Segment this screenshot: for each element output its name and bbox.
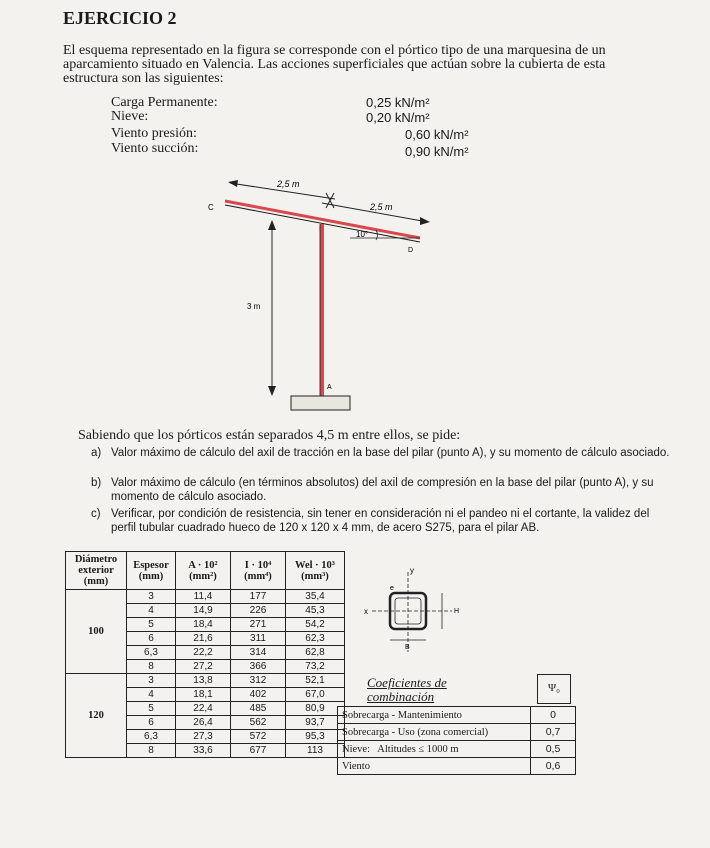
comb-label: Sobrecarga - Uso (zona comercial) bbox=[338, 724, 531, 741]
angle-label: 10° bbox=[356, 230, 369, 239]
cell: 45,3 bbox=[286, 604, 345, 618]
load-value-snow: 0,20 kN/m² bbox=[366, 110, 430, 125]
load-value-wind-suction: 0,90 kN/m² bbox=[405, 144, 469, 159]
load-label-snow: Nieve: bbox=[111, 109, 149, 124]
item-text: Valor máximo de cálculo (en términos absolutos) del axil de compresión en la base del pilar (punto A), y su momento de cálculo asociado. bbox=[111, 477, 654, 503]
cell: 6 bbox=[127, 632, 176, 646]
cell: 113 bbox=[286, 744, 345, 758]
axis-y-label: y bbox=[410, 566, 414, 575]
angle-arc bbox=[376, 230, 378, 240]
cell: 73,2 bbox=[286, 660, 345, 674]
cell: 8 bbox=[127, 660, 176, 674]
cell: 572 bbox=[231, 730, 286, 744]
table-row bbox=[338, 741, 576, 758]
cell: 93,7 bbox=[286, 716, 345, 730]
load-label-permanent: Carga Permanente: bbox=[111, 95, 218, 110]
cell: 314 bbox=[231, 646, 286, 660]
cell: 26,4 bbox=[176, 716, 231, 730]
load-value-permanent: 0,25 kN/m² bbox=[366, 95, 430, 110]
col-header-modulus: Wel · 10³ (mm³) bbox=[286, 552, 345, 590]
item-letter: b) bbox=[91, 477, 102, 489]
comb-value: 0 bbox=[531, 707, 576, 724]
load-value-wind-pressure: 0,60 kN/m² bbox=[405, 127, 469, 142]
cell: 4 bbox=[127, 604, 176, 618]
comb-label: Viento bbox=[338, 758, 531, 775]
cell: 54,2 bbox=[286, 618, 345, 632]
cell: 95,3 bbox=[286, 730, 345, 744]
portal-frame-diagram bbox=[190, 170, 440, 415]
combination-table bbox=[337, 706, 576, 775]
col-header-area: A · 10² (mm²) bbox=[176, 552, 231, 590]
load-label-wind-suction: Viento succión: bbox=[111, 141, 199, 156]
dim-label-height: 3 m bbox=[247, 302, 261, 311]
cell: 27,2 bbox=[176, 660, 231, 674]
arrow-up-icon bbox=[268, 220, 276, 230]
cell: 67,0 bbox=[286, 688, 345, 702]
cell: 52,1 bbox=[286, 674, 345, 688]
cell: 21,6 bbox=[176, 632, 231, 646]
cell: 562 bbox=[231, 716, 286, 730]
group-diameter: 100 bbox=[66, 590, 127, 674]
cell: 366 bbox=[231, 660, 286, 674]
node-c-label: C bbox=[208, 203, 214, 212]
cell: 18,1 bbox=[176, 688, 231, 702]
profile-table bbox=[65, 551, 345, 758]
cell: 33,6 bbox=[176, 744, 231, 758]
cell: 3 bbox=[127, 674, 176, 688]
cell: 62,3 bbox=[286, 632, 345, 646]
comb-label: Nieve: Altitudes ≤ 1000 m bbox=[338, 741, 531, 758]
item-text: Verificar, por condición de resistencia, sin tener en consideración ni el pandeo ni el cortante, la validez del perfil tubular cuadrado hueco de 120 x 120 x 4 mm, de acero S275, para el pilar AB. bbox=[111, 508, 650, 534]
table-row bbox=[66, 590, 345, 604]
width-label: B bbox=[405, 644, 410, 651]
thickness-label: e bbox=[390, 585, 394, 592]
axis-x-label: x bbox=[364, 607, 368, 616]
col-header-inertia: I · 10⁴ (mm⁴) bbox=[231, 552, 286, 590]
table-row bbox=[66, 674, 345, 688]
cell: 22,4 bbox=[176, 702, 231, 716]
cell: 3 bbox=[127, 590, 176, 604]
node-d-label: D bbox=[408, 247, 414, 254]
cell: 177 bbox=[231, 590, 286, 604]
dim-label-right: 2,5 m bbox=[370, 202, 393, 212]
cell: 5 bbox=[127, 702, 176, 716]
psi-header: Ψ₀ bbox=[537, 674, 571, 704]
comb-value: 0,6 bbox=[531, 758, 576, 775]
section-sketch bbox=[362, 562, 482, 662]
question-item bbox=[91, 476, 671, 504]
arrow-head-icon bbox=[228, 180, 238, 187]
cell: 485 bbox=[231, 702, 286, 716]
load-label-wind-pressure: Viento presión: bbox=[111, 126, 197, 141]
intro-paragraph: El esquema representado en la figura se corresponde con el pórtico tipo de una marquesina de un aparcamiento situado en Valencia. Las acciones superficiales que actúan sobre la cubierta de esta estructura son las siguientes: bbox=[63, 43, 606, 86]
cell: 5 bbox=[127, 618, 176, 632]
combination-heading: Coeficientes de combinación bbox=[367, 675, 447, 704]
table-row bbox=[338, 707, 576, 724]
cell: 14,9 bbox=[176, 604, 231, 618]
dim-label-left: 2,5 m bbox=[277, 179, 300, 189]
cell: 35,4 bbox=[286, 590, 345, 604]
height-label: H bbox=[454, 608, 460, 615]
column-ab bbox=[320, 224, 324, 396]
table-row bbox=[338, 724, 576, 741]
arrow-head-icon bbox=[420, 217, 430, 225]
cell: 6,3 bbox=[127, 646, 176, 660]
cell: 8 bbox=[127, 744, 176, 758]
item-text: Valor máximo de cálculo del axil de tracción en la base del pilar (punto A), y su momento de cálculo asociado. bbox=[111, 447, 670, 459]
cell: 22,2 bbox=[176, 646, 231, 660]
cell: 311 bbox=[231, 632, 286, 646]
comb-label: Sobrecarga - Mantenimiento bbox=[338, 707, 531, 724]
footing bbox=[291, 396, 350, 410]
cell: 4 bbox=[127, 688, 176, 702]
item-letter: a) bbox=[91, 447, 102, 459]
col-header-diameter: Diámetro exterior (mm) bbox=[66, 552, 127, 590]
group-diameter: 120 bbox=[66, 674, 127, 758]
cell: 80,9 bbox=[286, 702, 345, 716]
question-item bbox=[91, 446, 671, 474]
question-intro: Sabiendo que los pórticos están separados 4,5 m entre ellos, se pide: bbox=[78, 428, 461, 443]
item-letter: c) bbox=[91, 508, 101, 520]
col-header-thickness: Espesor (mm) bbox=[127, 552, 176, 590]
cell: 6 bbox=[127, 716, 176, 730]
cell: 62,8 bbox=[286, 646, 345, 660]
comb-value: 0,7 bbox=[531, 724, 576, 741]
cell: 11,4 bbox=[176, 590, 231, 604]
question-item bbox=[91, 507, 671, 535]
comb-value: 0,5 bbox=[531, 741, 576, 758]
cell: 226 bbox=[231, 604, 286, 618]
cell: 402 bbox=[231, 688, 286, 702]
cell: 27,3 bbox=[176, 730, 231, 744]
table-row bbox=[338, 758, 576, 775]
arrow-down-icon bbox=[268, 386, 276, 396]
cell: 6,3 bbox=[127, 730, 176, 744]
cell: 18,4 bbox=[176, 618, 231, 632]
exercise-title: EJERCICIO 2 bbox=[63, 8, 177, 28]
cell: 677 bbox=[231, 744, 286, 758]
cell: 271 bbox=[231, 618, 286, 632]
node-a-label: A bbox=[327, 384, 332, 391]
cell: 312 bbox=[231, 674, 286, 688]
cell: 13,8 bbox=[176, 674, 231, 688]
